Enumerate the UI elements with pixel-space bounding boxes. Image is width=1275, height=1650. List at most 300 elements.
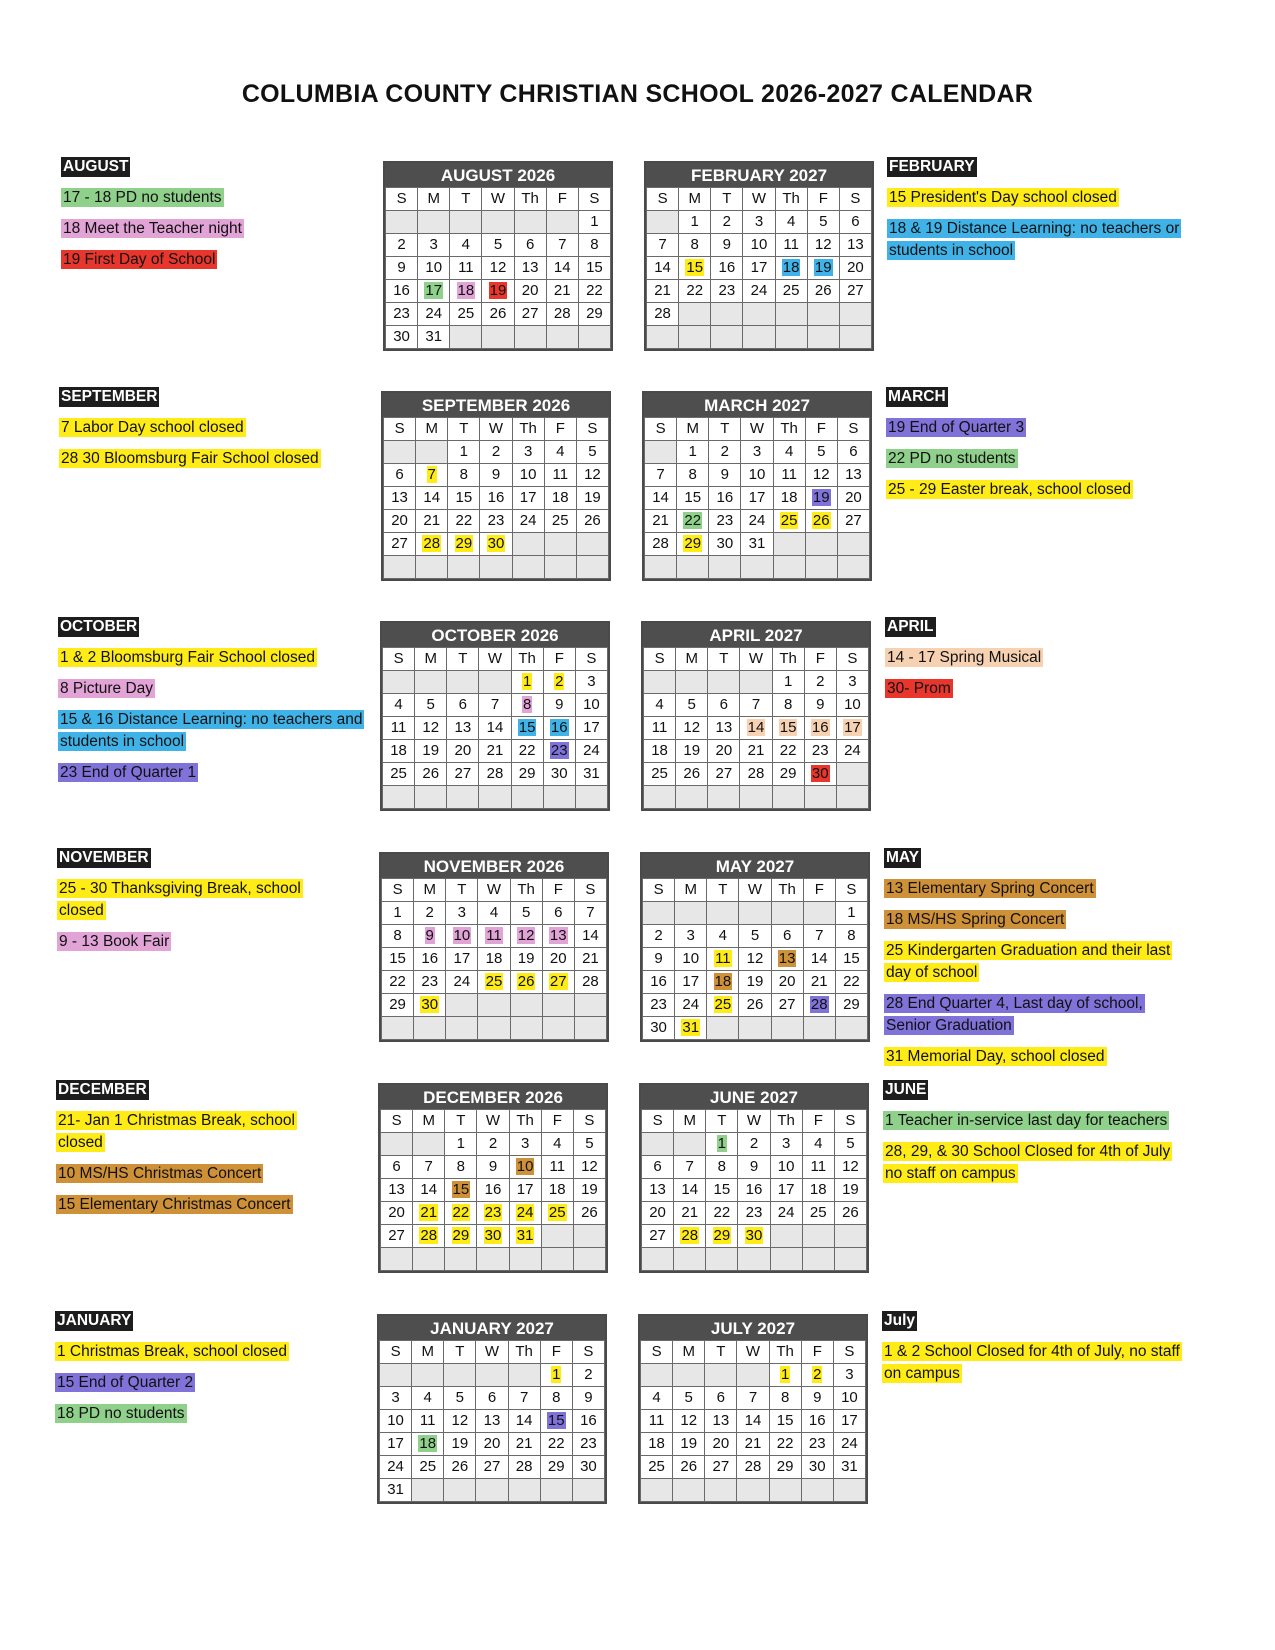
day-number: 22 [586,282,603,299]
day-number: 11 [419,1412,436,1429]
day-cell [705,1387,737,1410]
weekday-header: F [804,648,836,671]
day-cell [413,1202,445,1225]
day-number: 19 [489,282,507,299]
empty-day-cell [679,326,711,349]
day-cell [575,763,607,786]
day-cell [673,1387,705,1410]
notes-may [884,848,1184,1077]
day-number: 12 [517,927,535,944]
day-cell [418,257,450,280]
day-number: 17 [777,1181,795,1198]
empty-day-cell [738,1248,770,1271]
day-number: 22 [843,973,860,990]
day-number: 10 [777,1158,795,1175]
day-cell [381,1202,413,1225]
day-cell [509,1133,541,1156]
day-number: 26 [842,1204,859,1221]
day-number: 23 [580,1435,597,1452]
weekday-header: Th [773,418,805,441]
day-number: 31 [841,1458,858,1475]
event-text: 18 & 19 Distance Learning: no teachers or students in school [889,220,1180,259]
weekday-header: W [740,648,772,671]
notes-october [58,617,363,793]
day-cell [743,257,775,280]
event-note [61,218,361,240]
day-cell [773,510,805,533]
month-heading: SEPTEMBER [61,388,158,405]
empty-day-cell [674,1248,706,1271]
day-number: 21 [744,1435,762,1452]
day-number: 15 [547,1412,565,1429]
day-cell [575,740,607,763]
day-cell [740,740,772,763]
day-cell [386,326,418,349]
day-number: 2 [425,904,434,921]
empty-day-cell [739,902,771,925]
day-cell [705,1433,737,1456]
day-cell [835,994,867,1017]
day-number: 27 [454,765,472,782]
day-cell [807,234,839,257]
day-cell [674,1225,706,1248]
day-cell [380,1410,412,1433]
day-number: 20 [847,259,864,276]
day-number: 4 [786,213,796,230]
day-cell [384,464,416,487]
day-cell [738,1225,770,1248]
day-cell [448,464,480,487]
month-heading: FEBRUARY [889,158,975,175]
day-cell [807,280,839,303]
day-cell [708,694,740,717]
day-number: 1 [522,673,532,690]
empty-day-cell [675,902,707,925]
day-number: 14 [654,259,671,276]
day-cell [708,740,740,763]
day-number: 24 [844,742,861,759]
day-cell [512,441,544,464]
weekday-header: Th [771,879,803,902]
day-number: 22 [455,512,473,529]
day-number: 19 [517,950,535,967]
empty-day-cell [676,671,708,694]
weekday-header: S [839,188,871,211]
day-cell [647,257,679,280]
day-cell [514,303,546,326]
day-number: 25 [809,1204,827,1221]
day-number: 26 [812,512,830,529]
event-note [883,1141,1173,1185]
day-number: 19 [422,742,440,759]
empty-day-cell [476,1479,508,1502]
day-number: 15 [779,719,797,736]
day-number: 29 [586,305,603,322]
empty-day-cell [573,1248,605,1271]
month-heading: DECEMBER [58,1081,147,1098]
empty-day-cell [412,1479,444,1502]
day-number: 5 [819,213,828,230]
day-cell [446,925,478,948]
day-cell [480,487,512,510]
day-number: 17 [750,259,768,276]
weekday-header: Th [772,648,804,671]
empty-day-cell [514,326,546,349]
day-cell [804,717,836,740]
day-number: 14 [744,1412,762,1429]
day-number: 16 [811,719,829,736]
empty-day-cell [574,1017,606,1040]
empty-day-cell [444,1479,476,1502]
day-number: 11 [783,236,799,253]
day-cell [512,510,544,533]
day-cell [509,1225,541,1248]
day-cell [642,1225,674,1248]
day-number: 5 [521,904,531,921]
day-cell [775,211,807,234]
event-note [56,1110,321,1154]
day-cell [446,971,478,994]
day-cell [482,257,514,280]
event-text: 10 MS/HS Christmas Concert [58,1165,262,1182]
event-note [58,709,363,753]
empty-day-cell [739,1017,771,1040]
event-text: 8 Picture Day [60,680,154,697]
day-number: 30 [484,1227,502,1244]
day-number: 25 [648,1458,665,1475]
event-note [884,1046,1184,1068]
day-cell [514,257,546,280]
day-cell [414,971,446,994]
day-cell [445,1156,477,1179]
day-number: 19 [451,1435,469,1452]
day-cell [770,1179,802,1202]
empty-day-cell [512,556,544,579]
empty-day-cell [416,441,448,464]
day-number: 31 [516,1227,534,1244]
event-text: 15 President's Day school closed [889,189,1117,206]
day-cell [578,211,610,234]
weekday-header: F [540,1341,572,1364]
day-number: 1 [780,1366,790,1383]
day-cell [708,717,740,740]
day-cell [509,1156,541,1179]
day-cell [707,925,739,948]
day-number: 30 [550,765,568,782]
day-cell [801,1456,833,1479]
day-number: 26 [746,996,764,1013]
empty-day-cell [707,1017,739,1040]
day-number: 12 [842,1158,859,1175]
day-cell [546,257,578,280]
day-cell [418,303,450,326]
empty-day-cell [835,1017,867,1040]
day-number: 22 [547,1435,565,1452]
empty-day-cell [743,326,775,349]
day-cell [381,1225,413,1248]
empty-day-cell [572,1479,604,1502]
empty-day-cell [771,902,803,925]
day-cell [675,1017,707,1040]
day-cell [508,1456,540,1479]
day-number: 4 [718,927,728,944]
day-cell [643,948,675,971]
day-number: 6 [849,443,858,460]
empty-day-cell [673,1479,705,1502]
day-number: 20 [483,1435,501,1452]
weekday-header: S [380,1341,412,1364]
day-number: 15 [686,259,704,276]
day-cell [771,948,803,971]
day-cell [771,925,803,948]
empty-day-cell [676,786,708,809]
day-number: 22 [389,973,406,990]
day-number: 17 [841,1412,858,1429]
weekday-header: W [739,879,771,902]
day-number: 13 [483,1412,501,1429]
day-cell [382,925,414,948]
day-cell [803,948,835,971]
day-cell [679,280,711,303]
day-number: 11 [390,719,407,736]
notes-july [882,1311,1182,1394]
event-text: 31 Memorial Day, school closed [886,1048,1105,1065]
day-cell [770,1156,802,1179]
empty-day-cell [479,671,511,694]
day-number: 25 [782,282,800,299]
day-cell [835,902,867,925]
event-note [61,249,361,271]
empty-day-cell [542,994,574,1017]
day-cell [674,1156,706,1179]
day-number: 13 [391,489,408,506]
day-cell [676,763,708,786]
empty-day-cell [836,786,868,809]
day-number: 16 [718,259,736,276]
day-number: 28 [420,1227,438,1244]
event-text: 15 End of Quarter 2 [57,1374,194,1391]
day-cell [478,925,510,948]
day-cell [380,1456,412,1479]
day-cell [476,1410,508,1433]
day-cell [773,487,805,510]
day-number: 11 [810,1158,827,1175]
day-cell [835,925,867,948]
notes-june [883,1080,1173,1194]
day-cell [541,1179,573,1202]
day-number: 6 [782,927,792,944]
event-text: 28 End Quarter 4, Last day of school, Senior Graduation [886,995,1143,1034]
day-cell [450,280,482,303]
day-number: 29 [547,1458,565,1475]
day-number: 18 [457,282,475,299]
day-number: 2 [584,1366,593,1383]
day-cell [802,1202,834,1225]
day-number: 14 [652,489,669,506]
day-cell [418,326,450,349]
day-cell [641,1387,673,1410]
empty-day-cell [641,1479,673,1502]
day-number: 26 [517,973,535,990]
empty-day-cell [478,994,510,1017]
day-number: 7 [815,927,824,944]
day-cell [381,1179,413,1202]
weekday-header: F [546,188,578,211]
day-number: 13 [847,236,864,253]
day-number: 8 [552,1389,561,1406]
day-number: 11 [651,719,668,736]
day-number: 23 [808,1435,826,1452]
weekday-header: Th [512,418,544,441]
day-number: 15 [389,950,406,967]
day-number: 12 [683,719,701,736]
day-number: 19 [814,259,832,276]
day-number: 3 [523,443,533,460]
day-cell [836,717,868,740]
day-number: 19 [584,489,601,506]
day-number: 18 [782,259,800,276]
day-cell [803,925,835,948]
day-cell [572,1456,604,1479]
day-number: 10 [583,696,600,713]
month-title: FEBRUARY 2027 [646,163,872,187]
day-cell [833,1433,865,1456]
day-number: 11 [486,927,502,944]
day-number: 29 [684,535,702,552]
day-number: 4 [461,236,471,253]
day-number: 17 [844,719,861,736]
day-number: 23 [650,996,667,1013]
event-note [56,1194,321,1216]
day-cell [711,211,743,234]
empty-day-cell [413,1133,445,1156]
day-cell [512,464,544,487]
month-heading: NOVEMBER [59,849,149,866]
day-cell [833,1387,865,1410]
weekday-header: S [573,1110,605,1133]
calendar-august-2026 [383,161,613,351]
event-text: 25 - 30 Thanksgiving Break, school closed [59,880,301,919]
calendar-december-2026 [378,1083,608,1273]
day-number: 9 [491,466,501,483]
day-number: 2 [722,213,732,230]
day-number: 3 [781,1135,791,1152]
day-cell [743,280,775,303]
day-number: 14 [515,1412,533,1429]
weekday-header: F [541,1110,573,1133]
day-number: 10 [425,259,443,276]
day-cell [480,464,512,487]
day-cell [479,717,511,740]
day-cell [450,303,482,326]
day-cell [413,1225,445,1248]
day-number: 12 [814,236,832,253]
empty-day-cell [743,303,775,326]
event-note [55,1403,355,1425]
event-note [56,1163,321,1185]
day-cell [510,971,542,994]
event-note [886,448,1196,470]
day-number: 16 [650,973,667,990]
day-number: 17 [516,1181,534,1198]
day-cell [544,510,576,533]
day-cell [541,1156,573,1179]
day-cell [807,257,839,280]
day-number: 25 [714,996,732,1013]
day-cell [674,1202,706,1225]
empty-day-cell [803,1017,835,1040]
day-number: 14 [582,927,599,944]
day-number: 8 [688,466,697,483]
day-cell [769,1364,801,1387]
day-number: 20 [454,742,472,759]
day-cell [444,1410,476,1433]
empty-day-cell [769,1479,801,1502]
day-number: 24 [519,512,537,529]
day-number: 15 [518,719,536,736]
day-cell [574,948,606,971]
day-cell [804,694,836,717]
day-number: 20 [388,1204,405,1221]
empty-day-cell [837,556,869,579]
day-cell [772,763,804,786]
event-text: 25 Kindergarten Graduation and their last day of school [886,942,1171,981]
weekday-header: T [708,648,740,671]
day-cell [382,994,414,1017]
empty-day-cell [807,326,839,349]
day-cell [643,1017,675,1040]
empty-day-cell [770,1248,802,1271]
event-text: 18 MS/HS Spring Concert [886,911,1065,928]
empty-day-cell [447,671,479,694]
day-number: 16 [745,1181,763,1198]
day-cell [775,234,807,257]
day-number: 3 [752,443,762,460]
empty-day-cell [380,1364,412,1387]
day-number: 17 [682,973,700,990]
day-cell [801,1387,833,1410]
day-number: 17 [748,489,766,506]
day-number: 16 [484,1181,502,1198]
empty-day-cell [482,211,514,234]
day-cell [740,694,772,717]
empty-day-cell [576,556,608,579]
day-cell [444,1387,476,1410]
day-number: 1 [552,1366,561,1383]
day-cell [380,1387,412,1410]
day-number: 30 [487,535,505,552]
day-number: 19 [812,489,830,506]
day-cell [737,1433,769,1456]
day-cell [679,211,711,234]
day-cell [446,948,478,971]
empty-day-cell [644,786,676,809]
day-cell [641,1410,673,1433]
day-cell [450,257,482,280]
day-number: 16 [808,1412,826,1429]
event-note [885,678,1195,700]
day-cell [578,234,610,257]
day-number: 20 [549,950,567,967]
day-cell [770,1133,802,1156]
day-cell [647,234,679,257]
empty-day-cell [711,326,743,349]
day-cell [706,1202,738,1225]
empty-day-cell [775,326,807,349]
day-number: 6 [554,904,563,921]
day-number: 15 [586,259,603,276]
day-cell [833,1410,865,1433]
